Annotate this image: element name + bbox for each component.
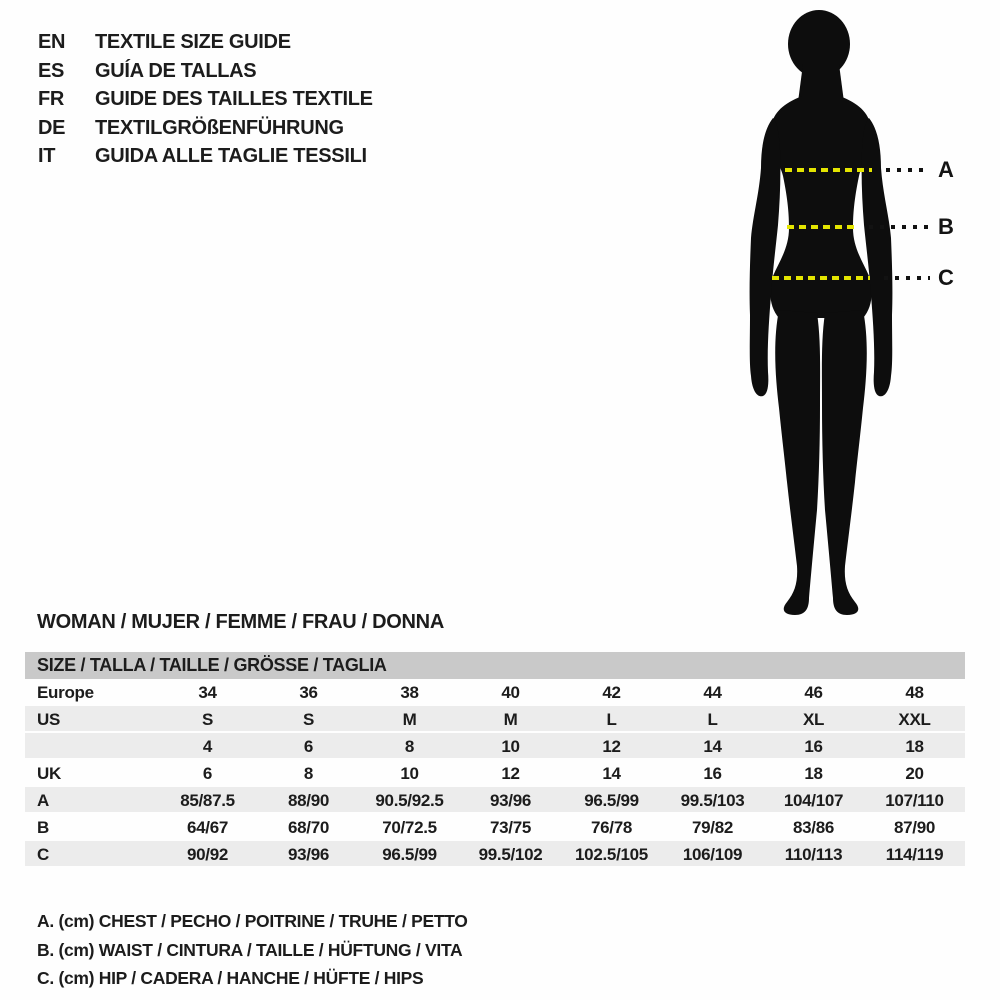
size-cell: 106/109: [682, 844, 743, 864]
hip-measure-dashed-line: [772, 276, 870, 280]
size-cell: 40: [501, 682, 520, 702]
size-cell: 110/113: [784, 844, 843, 864]
size-cell: 99.5/102: [478, 844, 543, 864]
table-row-europe: [25, 679, 965, 706]
language-row: [38, 28, 373, 57]
size-cell: 4: [202, 736, 213, 756]
waist-callout-label: B: [938, 214, 954, 239]
table-row-uk: [25, 760, 965, 787]
waist-measure-dashed-line: [787, 225, 855, 229]
language-code: IT: [38, 145, 56, 167]
size-cell: 73/75: [489, 817, 532, 837]
size-cell: 34: [198, 682, 217, 702]
language-name: GUIDA ALLE TAGLIE TESSILI: [95, 145, 367, 167]
language-name: GUIDE DES TAILLES TEXTILE: [95, 88, 373, 110]
language-row: [38, 57, 373, 86]
row-label: C: [37, 844, 49, 864]
size-cell: 79/82: [691, 817, 734, 837]
size-cell: 12: [602, 736, 621, 756]
size-cell: 14: [602, 763, 621, 783]
size-cell: 70/72.5: [382, 817, 437, 837]
size-cell: S: [302, 709, 315, 729]
size-table-header: SIZE / TALLA / TAILLE / GRÖSSE / TAGLIA: [25, 652, 965, 679]
size-cell: M: [503, 709, 518, 729]
legend-line-chest: A. (cm) CHEST / PECHO / POITRINE / TRUHE / PETTO: [37, 911, 468, 931]
size-cell: 88/90: [287, 790, 330, 810]
table-row-waist-b: [25, 814, 965, 841]
size-cell: 46: [804, 682, 823, 702]
waist-callout-dotted-line: [869, 225, 930, 229]
size-cell: 83/86: [792, 817, 835, 837]
size-cell: 6: [303, 736, 314, 756]
language-code: EN: [38, 31, 66, 53]
row-label: US: [37, 709, 61, 729]
woman-silhouette: [737, 10, 907, 618]
size-cell: XL: [802, 709, 825, 729]
language-name: TEXTILGRÖßENFÜHRUNG: [95, 116, 344, 139]
size-cell: 107/110: [885, 790, 944, 810]
size-cell: S: [201, 709, 214, 729]
measurement-legend: [37, 907, 468, 993]
table-row-hip-c: [25, 841, 965, 868]
size-cell: 8: [404, 736, 415, 756]
size-cell: 18: [804, 763, 823, 783]
size-cell: 104/107: [783, 790, 844, 810]
size-cell: 42: [602, 682, 621, 702]
legend-line-waist: B. (cm) WAIST / CINTURA / TAILLE / HÜFTUNG / VITA: [37, 939, 463, 960]
silhouette-torso: [770, 96, 872, 318]
language-list: [38, 28, 373, 171]
size-cell: L: [606, 709, 617, 729]
row-label: A: [37, 790, 49, 810]
row-label: B: [37, 817, 49, 837]
table-row-us-numeric: [25, 733, 965, 760]
size-cell: 38: [400, 682, 419, 702]
chest-callout-dotted-line: [886, 168, 930, 172]
size-cell: 90/92: [186, 844, 229, 864]
size-cell: 12: [501, 763, 520, 783]
table-row-us: [25, 706, 965, 733]
size-cell: 6: [202, 763, 213, 783]
size-cell: 48: [905, 682, 924, 702]
size-cell: 102.5/105: [575, 844, 648, 864]
chest-measure-dashed-line: [785, 168, 872, 172]
size-cell: 14: [703, 736, 722, 756]
size-cell: L: [707, 709, 718, 729]
size-table: [25, 652, 965, 868]
size-cell: 44: [703, 682, 722, 702]
size-cell: 87/90: [893, 817, 936, 837]
language-row: [38, 114, 373, 143]
size-cell: 36: [299, 682, 318, 702]
row-label: UK: [37, 763, 61, 783]
size-cell: 18: [905, 736, 924, 756]
size-cell: 8: [303, 763, 314, 783]
size-cell: 16: [804, 736, 823, 756]
size-cell: 10: [400, 763, 419, 783]
table-row-chest-a: [25, 787, 965, 814]
hip-callout-label: C: [938, 265, 954, 290]
size-cell: 96.5/99: [382, 844, 437, 864]
language-name: GUÍA DE TALLAS: [95, 59, 257, 82]
language-code: DE: [38, 116, 66, 139]
chest-callout-label: A: [938, 157, 954, 182]
legend-line-hip: C. (cm) HIP / CADERA / HANCHE / HÜFTE / HIPS: [37, 968, 424, 988]
size-cell: 68/70: [287, 817, 330, 837]
language-name: TEXTILE SIZE GUIDE: [95, 31, 291, 53]
size-cell: 85/87.5: [180, 790, 235, 810]
hip-callout-dotted-line: [884, 276, 930, 280]
silhouette-left-leg: [775, 310, 820, 615]
size-cell: 90.5/92.5: [375, 790, 444, 810]
size-cell: 93/96: [287, 844, 330, 864]
size-cell: 10: [501, 736, 520, 756]
language-row: [38, 142, 373, 171]
size-cell: 20: [905, 763, 924, 783]
size-cell: 76/78: [590, 817, 633, 837]
size-cell: M: [402, 709, 417, 729]
size-cell: 64/67: [186, 817, 229, 837]
silhouette-right-leg: [822, 310, 867, 615]
size-cell: 114/119: [885, 844, 944, 864]
size-cell: 99.5/103: [680, 790, 745, 810]
gender-heading: WOMAN / MUJER / FEMME / FRAU / DONNA: [37, 611, 444, 633]
size-cell: 96.5/99: [584, 790, 639, 810]
size-cell: XXL: [898, 709, 931, 729]
language-row: [38, 85, 373, 114]
size-cell: 93/96: [489, 790, 532, 810]
language-code: ES: [38, 59, 65, 82]
row-label: Europe: [37, 682, 94, 702]
language-code: FR: [38, 88, 65, 110]
size-cell: 16: [703, 763, 722, 783]
